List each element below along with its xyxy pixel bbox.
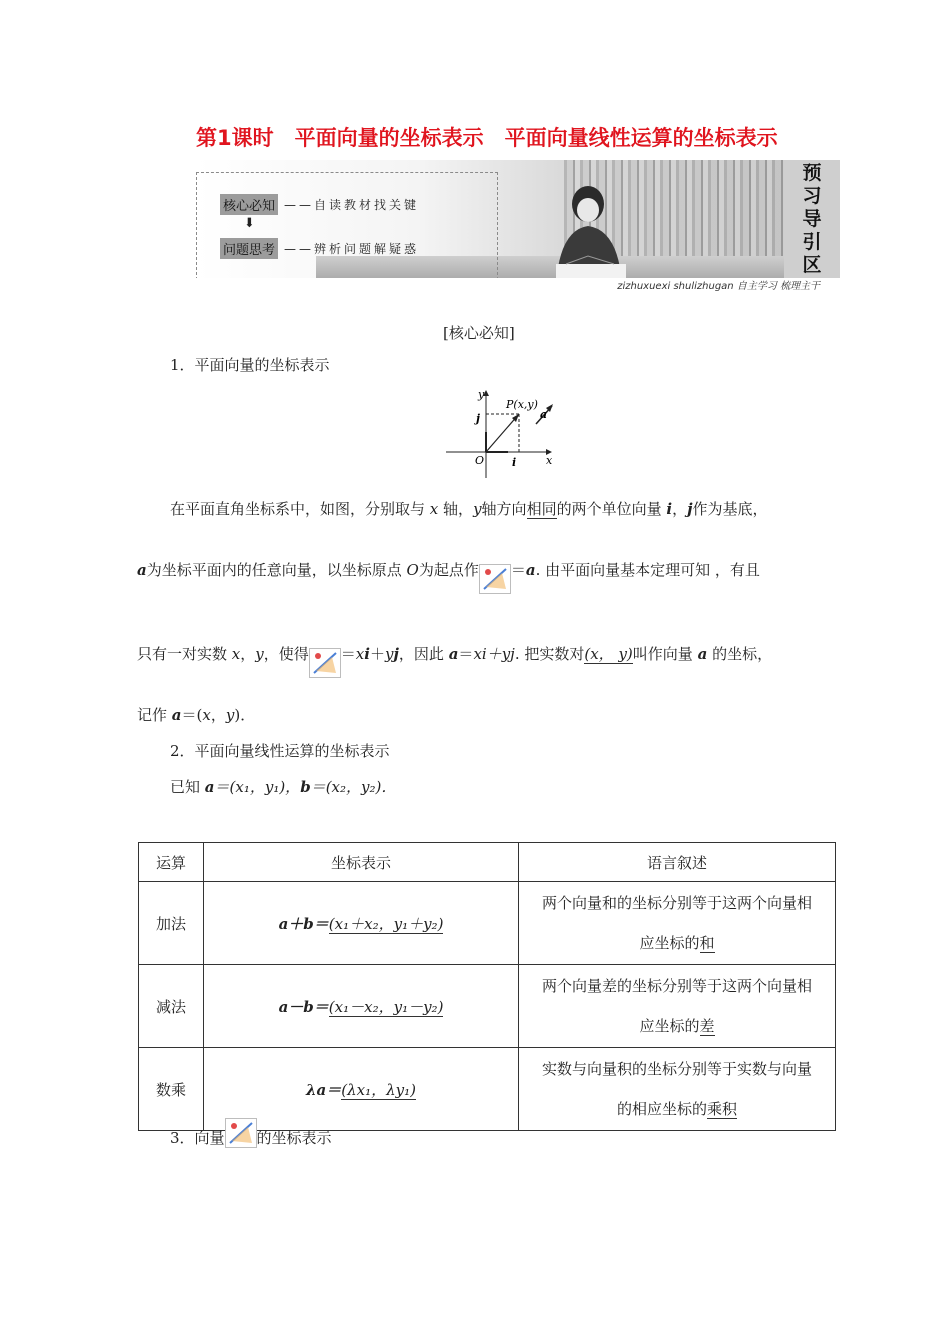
student-reading-illustration bbox=[526, 180, 646, 284]
side-char: 习 bbox=[802, 184, 822, 207]
vector-op-image-placeholder bbox=[479, 564, 511, 594]
table-header-cell: 坐标表示 bbox=[204, 843, 519, 882]
side-char: 引 bbox=[802, 230, 822, 253]
coord-cell: a－b＝(x₁－x₂，y₁－y₂) bbox=[204, 965, 519, 1048]
desc-cell: 实数与向量积的坐标分别等于实数与向量 的相应坐标的乘积 bbox=[519, 1048, 836, 1131]
vector-op-image-placeholder bbox=[309, 648, 341, 678]
preview-side-label bbox=[784, 160, 840, 278]
s1-heading: 1．平面向量的坐标表示 bbox=[170, 356, 330, 374]
coordinate-figure bbox=[442, 384, 557, 480]
op-cell: 减法 bbox=[139, 965, 204, 1048]
op-cell: 加法 bbox=[139, 882, 204, 965]
table-header-row bbox=[139, 843, 836, 882]
s3-heading: 3．向量 的坐标表示 bbox=[170, 1124, 332, 1154]
coord-cell: a＋b＝(x₁＋x₂，y₁＋y₂) bbox=[204, 882, 519, 965]
table-row bbox=[139, 965, 836, 1048]
page-title: 第1课时 平面向量的坐标表示 平面向量线性运算的坐标表示 bbox=[196, 126, 778, 150]
op-cell: 数乘 bbox=[139, 1048, 204, 1131]
operations-table bbox=[138, 842, 836, 1131]
fig-a-label: a bbox=[540, 408, 548, 421]
s1-para1: 在平面直角坐标系中，如图，分别取与 x 轴，y轴方向相同的两个单位向量 i，j作为基底， bbox=[170, 500, 768, 518]
fig-i-label: i bbox=[512, 456, 517, 469]
s1-para2: a为坐标平面内的任意向量，以坐标原点 O为起点作 ＝a. 由平面向量基本定理可知 ，有且 bbox=[137, 556, 760, 586]
down-arrow-icon: ⬇ bbox=[244, 216, 255, 231]
side-char: 区 bbox=[802, 253, 822, 276]
s2-given: 已知 a＝(x₁，y₁)，b＝(x₂，y₂)． bbox=[170, 778, 397, 796]
tag-question-thinking-desc: ——辨析问题解疑惑 bbox=[284, 242, 420, 256]
banner-footer: zizhuxuexi shulizhugan 自主学习 梳理主干 bbox=[196, 278, 840, 296]
vector-image-placeholder bbox=[225, 1118, 257, 1148]
fig-j-label: j bbox=[476, 412, 480, 425]
s2-heading: 2．平面向量线性运算的坐标表示 bbox=[170, 742, 390, 760]
table-header-cell: 语言叙述 bbox=[519, 843, 836, 882]
fig-y-label: y bbox=[478, 388, 485, 401]
banner-frame bbox=[196, 172, 498, 280]
s1-para3: 只有一对实数 x，y，使得 ＝xi＋yj，因此 a＝xi＋yj. 把实数对(x， y)叫作向量 a 的坐标， bbox=[137, 640, 772, 670]
section-heading: [核心必知] bbox=[443, 324, 515, 342]
desc-cell: 两个向量和的坐标分别等于这两个向量相 应坐标的和 bbox=[519, 882, 836, 965]
s1-para4: 记作 a＝(x，y)． bbox=[137, 706, 256, 724]
fig-origin-label: O bbox=[475, 454, 485, 467]
tag-core-knowledge-desc: ——自读教材找关键 bbox=[284, 198, 420, 212]
tag-core-knowledge: 核心必知 bbox=[220, 194, 278, 215]
table-header-cell: 运算 bbox=[139, 843, 204, 882]
preview-banner bbox=[196, 160, 840, 296]
fig-x-label: x bbox=[546, 454, 553, 467]
side-char: 导 bbox=[802, 207, 822, 230]
table-row bbox=[139, 882, 836, 965]
side-char: 预 bbox=[802, 161, 822, 184]
coord-cell: λa＝(λx₁，λy₁) bbox=[204, 1048, 519, 1131]
desc-cell: 两个向量差的坐标分别等于这两个向量相 应坐标的差 bbox=[519, 965, 836, 1048]
fig-point-label: P(x,y) bbox=[506, 398, 538, 411]
tag-question-thinking: 问题思考 bbox=[220, 238, 278, 259]
